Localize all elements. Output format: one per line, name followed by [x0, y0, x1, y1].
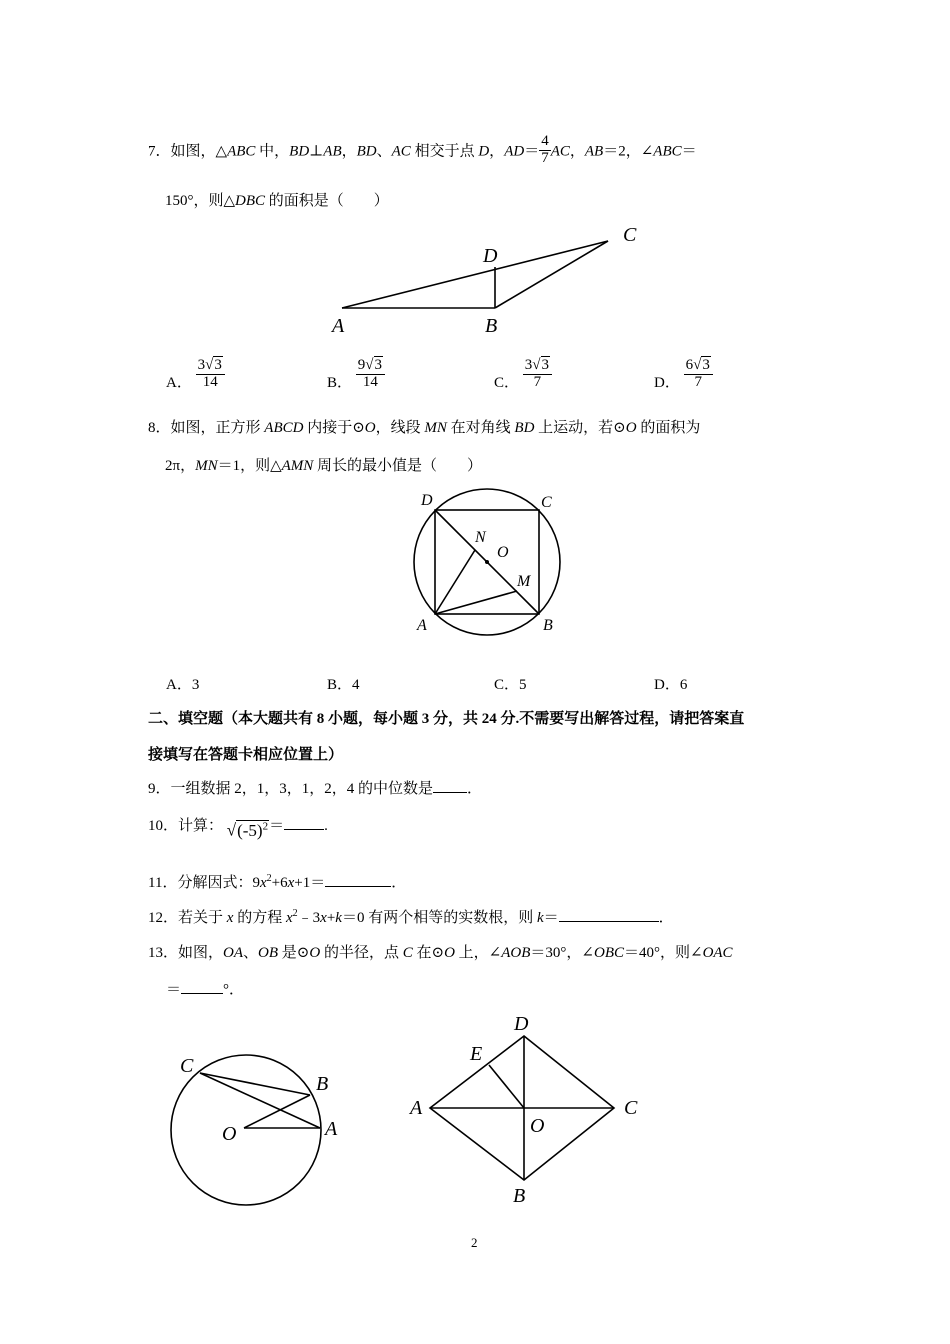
circle-O [171, 1055, 321, 1205]
q8-line2: 2π，MN＝1，则△AMN 周长的最小值是（ ） [165, 458, 483, 474]
label-D: D [421, 492, 433, 509]
label-O: O [222, 1123, 237, 1145]
q7-option-d[interactable]: D． $\frac{6√3}{7}$ [654, 358, 713, 391]
label-E: E [470, 1043, 483, 1065]
segment-AC [342, 241, 608, 308]
label-A: A [410, 1097, 423, 1119]
label-O: O [530, 1115, 545, 1137]
q8-option-a[interactable]: A．3 [166, 677, 200, 693]
segment-CB [200, 1073, 310, 1095]
q8-option-d[interactable]: D．6 [654, 677, 688, 693]
q8-line1: 8．如图，正方形 ABCD 内接于⊙O，线段 MN 在对角线 BD 上运动，若⊙O 的面积为 [148, 420, 701, 436]
q10-answer-blank[interactable] [284, 815, 324, 830]
q8-option-b[interactable]: B．4 [327, 677, 360, 693]
q8-option-c[interactable]: C．5 [494, 677, 527, 693]
label-B: B [513, 1185, 526, 1207]
label-A: A [325, 1118, 338, 1140]
q7-option-c[interactable]: C． $\frac{3√3}{7}$ [494, 358, 552, 391]
q12-answer-blank[interactable] [559, 907, 659, 922]
segment-BC [495, 241, 608, 308]
center-dot [485, 560, 489, 564]
label-C: C [180, 1055, 194, 1077]
q13-answer-blank[interactable] [181, 979, 223, 994]
segment-EO [489, 1065, 524, 1108]
label-A: A [417, 617, 427, 634]
q11: 11．分解因式：$9x^2+6x+1=$ ． [148, 873, 407, 891]
q11-answer-blank[interactable] [325, 872, 391, 887]
q9: 9．一组数据 2，1，3，1，2，4 的中位数是 ． [148, 777, 482, 798]
sqrt-expression: $√(-5)^2$ [226, 820, 269, 840]
q7-line1: 7．如图，△ABC 中，BD⊥AB，BD、AC 相交于点 D，AD＝ $\frac{4}{7}$ AC，AB＝2，∠ABC＝ [148, 133, 697, 166]
label-C: C [541, 494, 552, 511]
label-O: O [497, 544, 509, 561]
label-C: C [624, 1097, 638, 1119]
label-D: D [514, 1013, 529, 1035]
label-A: A [332, 315, 345, 337]
q10: 10．计算： $√(-5)^2=$ . [148, 814, 328, 835]
fraction-4-7: $\frac{4}{7}$ [541, 133, 549, 166]
q7-option-a[interactable]: A． $\frac{3√3}{14}$ [166, 358, 225, 391]
label-B: B [543, 617, 553, 634]
q7-triangle-figure [320, 220, 660, 340]
page-number: 2 [471, 1235, 478, 1250]
label-D: D [483, 245, 498, 267]
q13-line2: ＝ °． [166, 978, 244, 999]
q8-circle-square-figure [405, 485, 575, 645]
q13-circle-figure [160, 1040, 360, 1220]
label-M: M [517, 573, 531, 590]
label-C: C [623, 224, 637, 246]
section2-heading-line2: 接填写在答题卡相应位置上） [148, 747, 344, 763]
label-B: B [485, 315, 498, 337]
q7-line2: 150°，则△DBC 的面积是（ ） [165, 193, 389, 209]
label-B: B [316, 1073, 329, 1095]
rhombus-figure [400, 1008, 660, 1213]
q12: 12．若关于 x 的方程 $x^2﹣3x+k=0$ 有两个相等的实数根，则 k＝ ． [148, 908, 674, 926]
section2-heading-line1: 二、填空题（本大题共有 8 小题，每小题 3 分，共 24 分.不需要写出解答过程，请把答案直 [148, 711, 745, 727]
q7-option-b[interactable]: B． $\frac{9√3}{14}$ [327, 358, 385, 391]
q9-answer-blank[interactable] [433, 778, 467, 793]
q13-line1: 13．如图，OA、OB 是⊙O 的半径，点 C 在⊙O 上，∠AOB＝30°，∠OBC＝40°，则∠OAC [148, 945, 733, 961]
label-N: N [475, 529, 486, 546]
segment-OB [244, 1095, 310, 1128]
